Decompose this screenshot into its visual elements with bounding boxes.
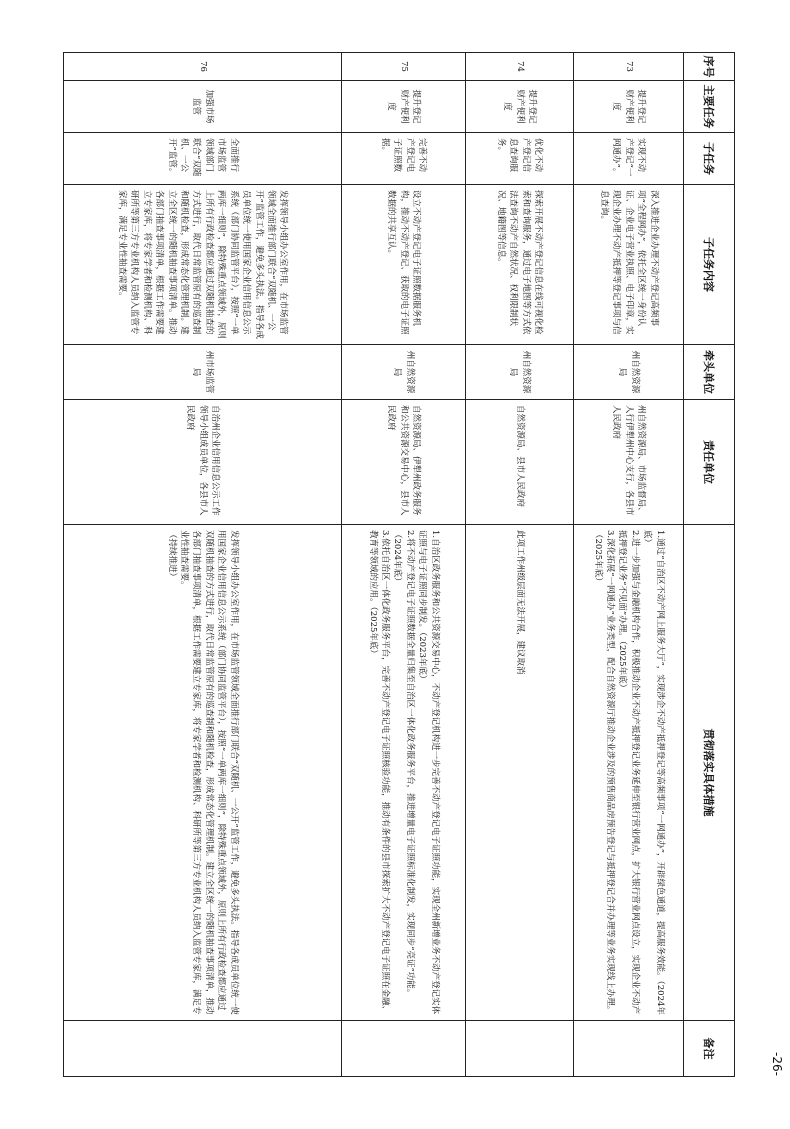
task-table [63,52,735,1077]
row-measures [342,525,466,1021]
measure-line: 1.自治区政务服务和公共资源交易中心，不动产登记机构进一步完善不动产登记电子证照功能，实现全州新增业务不动产登记实体证照与电子证照同步制发。（2023年底） [417,530,440,1015]
row-content: 探索开展不动产登记信息在线可视化检索和查询服务，通过电子地图等方式依法查询不动产自然状况、权利限制状况、地籍图等信息。 [466,185,574,345]
row-subtask: 全面推行市场监管领域部门联合“双随机、一公开”监管。 [64,133,342,185]
measure-line: 2.将不动产登记电子证照数据全量归集至自治区一体化政务服务平台，推进增量电子证照标准化制发，实现同步“亮证”功能。（2024年底） [392,530,415,998]
header-measures: 贯彻落实具体措施 [684,525,735,1021]
header-task: 主要任务 [684,81,735,133]
row-resp: 自治州企业信用信息公示工作领导小组成员单位，各县市人民政府 [64,400,342,525]
row-no: 74 [466,53,574,81]
row-lead: 州市场监管局 [64,345,342,400]
row-lead: 州自然资源局 [574,345,684,400]
header-no: 序号 [684,53,735,81]
header-remark: 备注 [684,1021,735,1077]
measure-line: 1.通过“自治区不动产网上服务大厅”，实现涉企不动产抵押登记等高频事项“一网通办”，开辟绿色通道，提高服务效能。（2024年底） [642,530,665,1015]
header-content: 子任务内容 [684,185,735,345]
row-remark [574,1021,684,1077]
measure-line: 此项工作州级层面无法开展，建议取消 [514,530,525,675]
row-content: 深入推进企业办理不动产登记高频事项“全程网办”，依托全区统一身份认证、企业电子营业执照、电子印章，实现企业办理不动产抵押等登记事项与信息查询。 [574,185,684,345]
row-task: 加强市场监管 [64,81,342,133]
row-subtask: 完善不动产登记电子证照数据。 [342,133,466,185]
measure-line: 发挥领导小组办公室作用，在市场监管领域全面推行部门联合“双随机、一公开”监管工作，避免多头执法。指导各成员单位统一使用国家企业信用信息公示系统（部门协同监管平台），按照“一单两库一细则”，除特殊重点领域外，原则上所有行政检查都应通过双随机抽查的方式进行，取代日常监管原有的巡查制和随机检查，形成常态化管理机制。建立全区统一的随机抽查事项清单，推动各部门抽查事项清单，根据工作需要建立专家库，将专家学者和检测机构、科研所等第三方专业机构人员纳入监管专家库，满足专业性抽查需要。 [179,530,239,1015]
measure-line: 3.深化拓展“一网通办”业务类型，配合自然资源厅推动企业涉及的预售商品房预告登记与抵押登记合并办理等业务实现线上办理。（2025年底） [592,530,616,1015]
row-no: 73 [574,53,684,81]
row-remark [342,1021,466,1077]
page-number: -26- [770,1052,784,1076]
row-resp: 自然资源局、县市人民政府 [466,400,574,525]
row-lead: 州自然资源局 [342,345,466,400]
header-row [684,53,735,1077]
row-content: 发挥领导小组办公室作用，在市场监管领域全面推行部门联合“双随机、一公开”监管工作，避免多头执法。指导各成员单位统一使用国家企业信用信息公示系统（部门协同监管平台），按照“一单两库一细则”，除特殊重点领域外，原则上所有行政检查都应通过双随机抽查的方式进行，取代日常监管原有的巡查制和随机检查，形成常态化管理机制。建立全区统一的随机抽查事项清单。推动各部门抽查事项清单，根据工作需要建立专家库，将专家学者和检测机构、科研所等第三方专业机构人员纳入监管专家库，满足专业性抽查需要。 [64,185,342,345]
table-row [574,53,684,1077]
table-row [342,53,466,1077]
measure-line: 2.进一步加强与金融机构合作，积极推动企业不动产抵押登记业务延伸至银行营业网点，扩大银行营业网点设立，实现企业不动产抵押登记业务“不见面”办理。（2025年底） [617,530,640,1015]
row-no: 76 [64,53,342,81]
measure-line: 3.依托自治区一体化政务服务平台，完善不动产登记电子证照核验功能，推动有条件的县市探索扩大不动产登记电子证照在金融、教育等领域的应用。（2025年底） [367,530,391,1015]
row-task: 提升登记财产便利度 [342,81,466,133]
header-lead: 牵头单位 [684,345,735,400]
row-no: 75 [342,53,466,81]
measure-line: （持续推进） [166,530,177,582]
header-subtask: 子任务 [684,133,735,185]
table-row [64,53,342,1077]
row-measures [64,525,342,1021]
row-task: 提升登记财产便利度 [466,81,574,133]
row-content: 设立不动产登记电子证照数据服务机构，推动不动产登记、获取的电子证照数据的共享互认。 [342,185,466,345]
row-remark [64,1021,342,1077]
row-remark [466,1021,574,1077]
row-task: 提升登记财产便利度 [574,81,684,133]
row-subtask: 优化不动产登记信息查询服务。 [466,133,574,185]
row-resp: 州自然资源局、市场监督局、人行伊犁州中心支行，各县市人民政府 [574,400,684,525]
row-resp: 自然资源局、伊犁州政务服务和公共资源交易中心，县市人民政府 [342,400,466,525]
row-lead: 州自然资源局 [466,345,574,400]
row-measures [574,525,684,1021]
header-resp: 责任单位 [684,400,735,525]
row-subtask: 实现不动产登记“一网通办”。 [574,133,684,185]
table-row [466,53,574,1077]
row-measures [466,525,574,1021]
